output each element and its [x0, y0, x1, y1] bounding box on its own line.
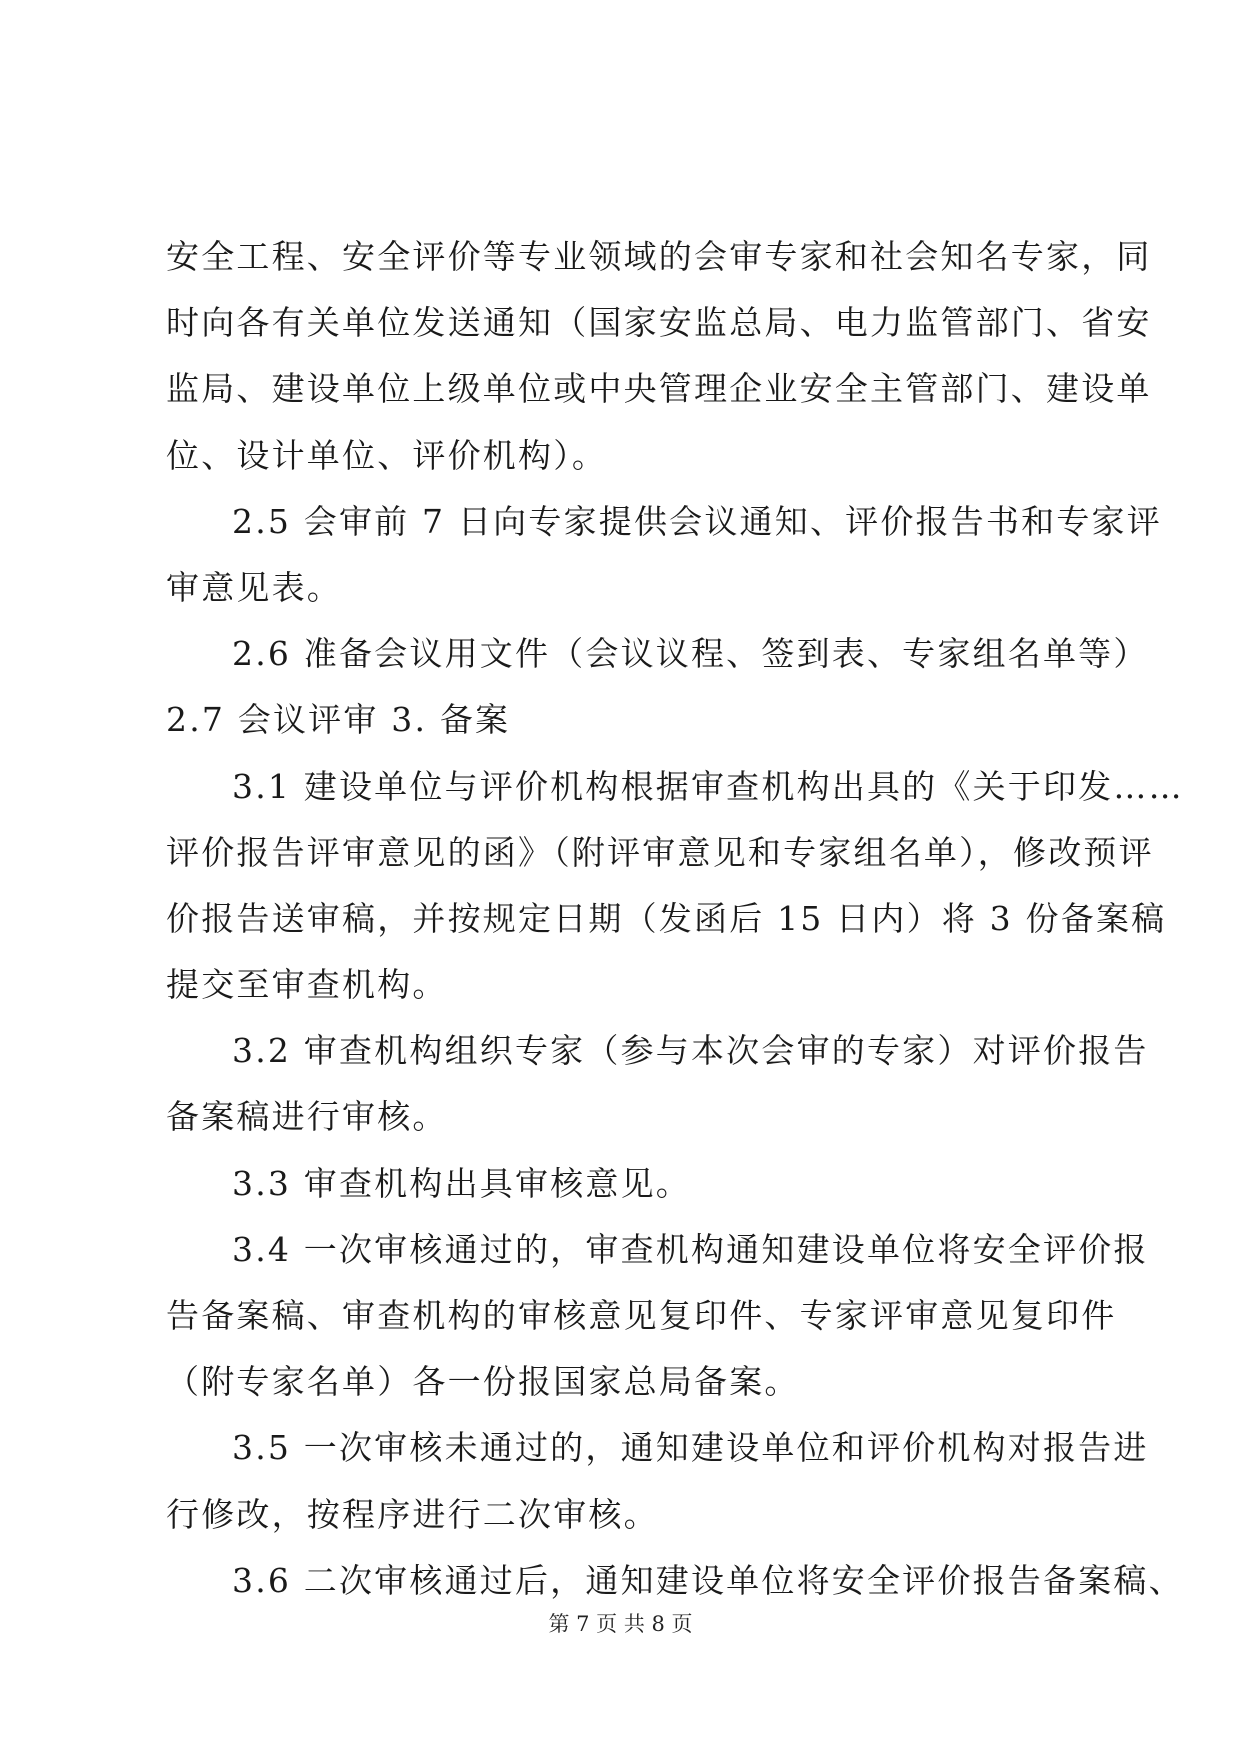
text-line: 2.6 准备会议用文件（会议议程、签到表、专家组名单等）: [232, 634, 1149, 674]
text-line: 3.4 一次审核通过的，审查机构通知建设单位将安全评价报: [232, 1229, 1149, 1269]
document-body: [166, 224, 1184, 1614]
text-line: 位、设计单位、评价机构）。: [166, 435, 608, 475]
text-line: 审意见表。: [166, 567, 342, 607]
text-line: 2.5 会审前 7 日向专家提供会议通知、评价报告书和专家评: [232, 501, 1162, 541]
text-line: 评价报告评审意见的函》（附评审意见和专家组名单），修改预评: [166, 832, 1154, 872]
text-line: 价报告送审稿，并按规定日期（发函后 15 日内）将 3 份备案稿: [166, 898, 1167, 938]
text-line: 提交至审查机构。: [166, 965, 448, 1005]
text-line: 3.6 二次审核通过后，通知建设单位将安全评价报告备案稿、: [232, 1560, 1184, 1600]
text-line: 2.7 会议评审 3. 备案: [166, 700, 511, 740]
text-line: 3.3 审查机构出具审核意见。: [232, 1163, 691, 1203]
text-line: （附专家名单）各一份报国家总局备案。: [166, 1362, 800, 1402]
text-line: 监局、建设单位上级单位或中央管理企业安全主管部门、建设单: [166, 369, 1152, 409]
text-line: 行修改，按程序进行二次审核。: [166, 1494, 659, 1534]
text-line: 3.5 一次审核未通过的，通知建设单位和评价机构对报告进: [232, 1428, 1149, 1468]
text-line: 时向各有关单位发送通知（国家安监总局、电力监管部门、省安: [166, 303, 1152, 343]
page-footer: 第 7 页 共 8 页: [548, 1612, 693, 1636]
text-line: 告备案稿、审查机构的审核意见复印件、专家评审意见复印件: [166, 1296, 1117, 1335]
text-line: 3.2 审查机构组织专家（参与本次会审的专家）对评价报告: [232, 1031, 1149, 1071]
text-line: 备案稿进行审核。: [166, 1097, 448, 1137]
text-line: 3.1 建设单位与评价机构根据审查机构出具的《关于印发……: [232, 766, 1184, 806]
text-line: 安全工程、安全评价等专业领域的会审专家和社会知名专家，同: [166, 237, 1152, 276]
